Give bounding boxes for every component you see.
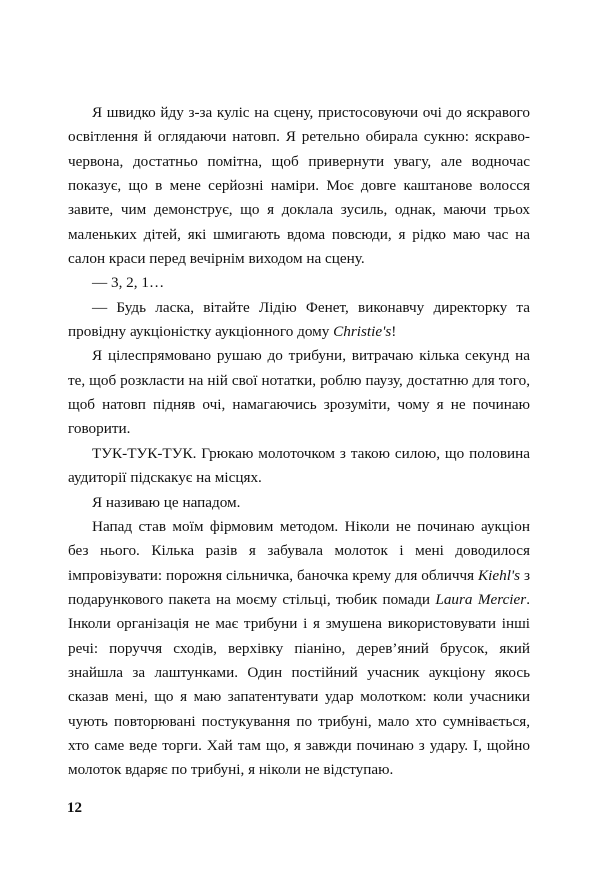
text-run: ! bbox=[391, 323, 397, 341]
italic-text: Laura Mercier bbox=[435, 590, 527, 608]
paragraph bbox=[68, 271, 530, 295]
text-run: Я швидко йду з-за куліс на сцену, пристосовуючи очі до яскравого освітлення й оглядаючи натовп. Я ретельно обирала сукню: яскраво-червона, достатньо помітна, щоб привернути увагу, але водночас показує, що в мене серйозні наміри. Моє довге каштанове волосся завите, чим демонструє, що я доклала зусиль, однак, маючи трьох маленьких дітей, які шмигають вдома повсюди, я рідко маю час на салон краси перед вечірнім виходом на сцену. bbox=[68, 104, 530, 268]
text-run: — Будь ласка, вітайте Лідію Фенет, виконавчу директорку та провідну аукціоністку аукціонного дому bbox=[68, 298, 530, 341]
italic-text: Christie's bbox=[333, 323, 392, 341]
text-run: . Інколи організація не має трибуни і я змушена використовувати інші речі: поруччя сходів, верхівку піаніно, дерев’яний брусок, який знайшла за лаштунками. Один постійний учасник аукціону якось сказав мені, що я маю запатентувати удар молотком: коли учасники чують повторювані постукування по трибуні, мало хто сумнівається, хто саме веде торги. Хай там що, я завжди починаю з удару. І, щойно молоток вдаряє по трибуні, я ніколи не відступаю. bbox=[68, 590, 530, 779]
body-text bbox=[68, 101, 530, 783]
paragraph bbox=[68, 296, 530, 345]
text-run: з подарункового пакета на моєму стільці, тюбик помади bbox=[68, 566, 530, 608]
paragraph bbox=[68, 344, 530, 441]
text-run: ТУК-ТУК-ТУК. Грюкаю молоточком з такою силою, що половина аудиторії підскакує на місцях. bbox=[68, 444, 530, 487]
paragraph bbox=[68, 491, 530, 515]
text-run: Я називаю це нападом. bbox=[92, 493, 241, 511]
page-number: 12 bbox=[67, 800, 82, 816]
text-run: Напад став моїм фірмовим методом. Ніколи не починаю аукціон без нього. Кілька разів я забувала молоток і мені доводилося імпровізувати: порожня сільничка, баночка крему для обличчя bbox=[68, 517, 530, 584]
italic-text: Kiehl's bbox=[478, 566, 521, 584]
text-run: Я цілеспрямовано рушаю до трибуни, витрачаю кілька секунд на те, щоб розкласти на ній свої нотатки, роблю паузу, достатню для того, щоб натовп підняв очі, намагаючись зрозуміти, чому я не починаю говорити. bbox=[68, 347, 530, 438]
paragraph bbox=[68, 101, 530, 271]
paragraph bbox=[68, 515, 530, 783]
text-run: — 3, 2, 1… bbox=[92, 274, 165, 292]
paragraph bbox=[68, 442, 530, 491]
